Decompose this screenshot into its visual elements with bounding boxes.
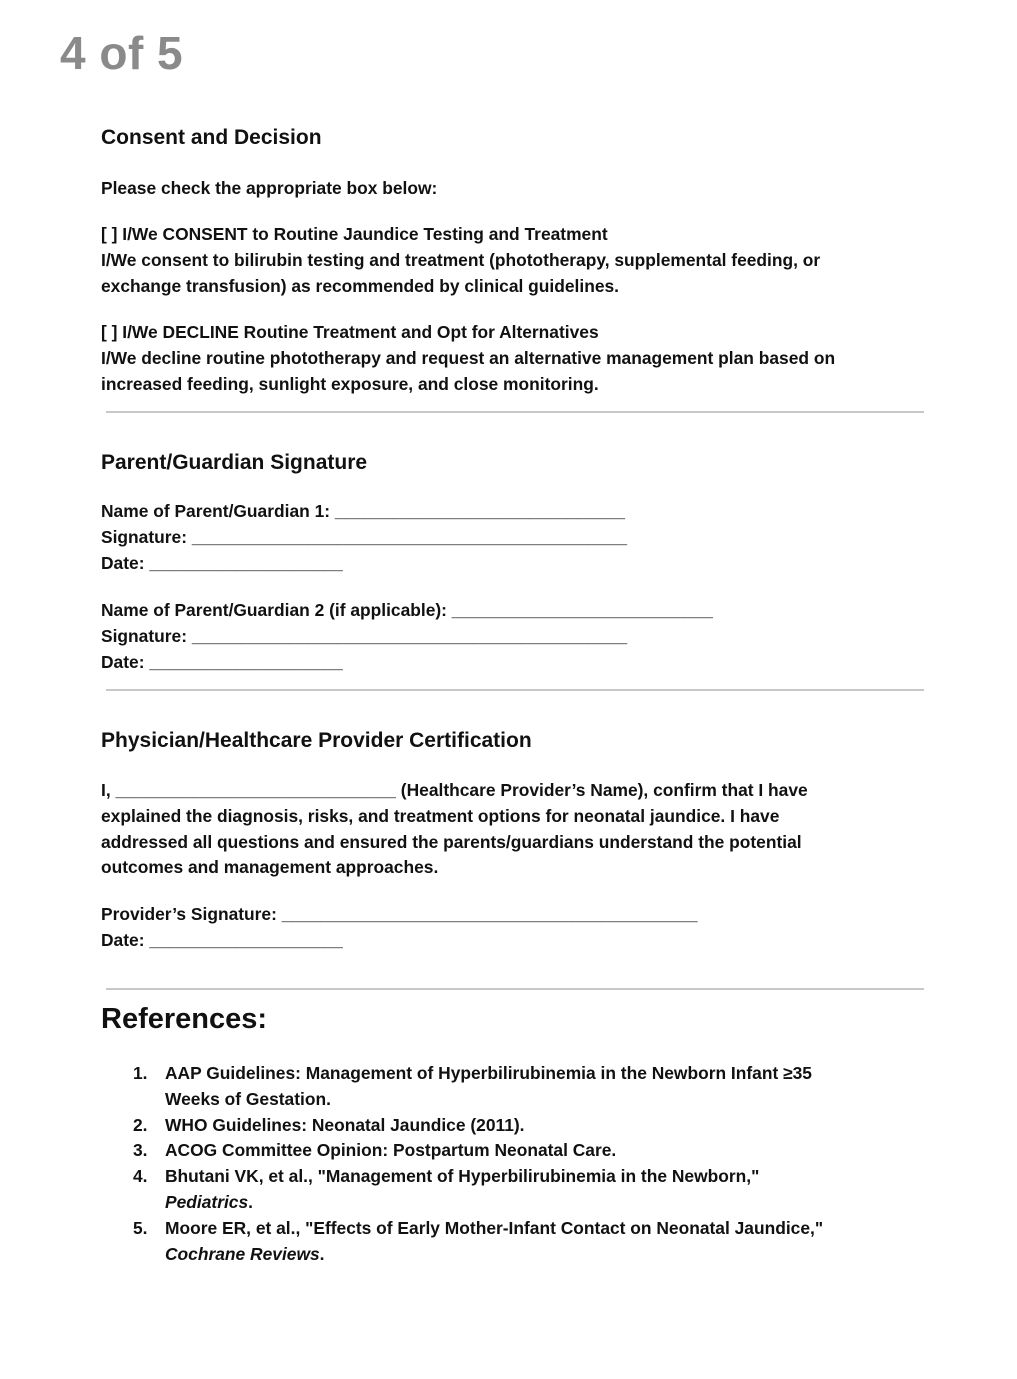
provider-signature-field[interactable]: Provider’s Signature: ___________________________________________ — [101, 904, 698, 924]
reference-text: Moore ER, et al., "Effects of Early Mother-Infant Contact on Neonatal Jaundice," — [165, 1217, 824, 1238]
section-divider — [106, 988, 924, 990]
reference-text: ACOG Committee Opinion: Postpartum Neonatal Care. — [165, 1140, 617, 1161]
consent-instruction: Please check the appropriate box below: — [101, 178, 438, 198]
reference-text: AAP Guidelines: Management of Hyperbilirubinemia in the Newborn Infant ≥35 — [165, 1063, 812, 1083]
decline-option-description-line: increased feeding, sunlight exposure, and close monitoring. — [101, 374, 599, 394]
reference-number: 5. — [133, 1217, 148, 1238]
decline-option-checkbox[interactable]: [ ] I/We DECLINE Routine Treatment and Opt for Alternatives — [101, 322, 599, 342]
certification-text-line: addressed all questions and ensured the parents/guardians understand the potential — [101, 832, 802, 852]
guardian2-signature-field[interactable]: Signature: _____________________________________________ — [101, 626, 628, 646]
consent-option-description-line: I/We consent to bilirubin testing and treatment (phototherapy, supplemental feeding, or — [101, 250, 821, 270]
reference-item: 5. Moore ER, et al., "Effects of Early Mother-Infant Contact on Neonatal Jaundice," Cochrane Reviews. — [133, 1217, 824, 1264]
guardian1-name-field[interactable]: Name of Parent/Guardian 1: ______________________________ — [101, 501, 626, 521]
reference-item — [101, 1061, 931, 1113]
certification-text-line[interactable]: I, _____________________________ (Healthcare Provider’s Name), confirm that I have — [101, 780, 808, 800]
reference-number: 4. — [133, 1166, 148, 1187]
reference-number: 3. — [133, 1140, 148, 1161]
reference-text-continued: Weeks of Gestation. — [165, 1088, 331, 1109]
section-divider — [106, 689, 924, 691]
consent-heading: Consent and Decision — [101, 126, 322, 149]
reference-text: Bhutani VK, et al., "Management of Hyperbilirubinemia in the Newborn," — [165, 1166, 760, 1187]
guardian1-signature-field[interactable]: Signature: _____________________________________________ — [101, 527, 628, 547]
provider-date-field[interactable]: Date: ____________________ — [101, 930, 343, 950]
reference-journal: Cochrane Reviews — [165, 1243, 320, 1264]
reference-item: 4. Bhutani VK, et al., "Management of Hyperbilirubinemia in the Newborn," Pediatrics. — [133, 1166, 760, 1212]
section-divider — [106, 411, 924, 413]
reference-number: 1. — [133, 1063, 148, 1083]
guardian1-date-field[interactable]: Date: ____________________ — [101, 553, 343, 573]
certification-text-line: explained the diagnosis, risks, and treatment options for neonatal jaundice. I have — [101, 806, 780, 826]
references-list — [101, 1061, 931, 1267]
signature-heading: Parent/Guardian Signature — [101, 451, 368, 474]
certification-text-line: outcomes and management approaches. — [101, 857, 439, 877]
decline-option-description-line: I/We decline routine phototherapy and request an alternative management plan based on — [101, 348, 836, 368]
reference-text: WHO Guidelines: Neonatal Jaundice (2011). — [165, 1114, 525, 1135]
consent-option-description-line: exchange transfusion) as recommended by clinical guidelines. — [101, 276, 620, 296]
guardian2-date-field[interactable]: Date: ____________________ — [101, 652, 343, 672]
page-counter: 4 of 5 — [60, 27, 184, 79]
reference-journal: Pediatrics — [165, 1191, 249, 1212]
certification-heading: Physician/Healthcare Provider Certification — [101, 729, 532, 752]
reference-number: 2. — [133, 1114, 148, 1135]
guardian2-name-field[interactable]: Name of Parent/Guardian 2 (if applicable): ___________________________ — [101, 600, 713, 620]
reference-item — [101, 1113, 931, 1139]
consent-option-checkbox[interactable]: [ ] I/We CONSENT to Routine Jaundice Testing and Treatment — [101, 224, 608, 244]
reference-item — [101, 1138, 931, 1164]
references-heading: References: — [101, 1003, 268, 1035]
